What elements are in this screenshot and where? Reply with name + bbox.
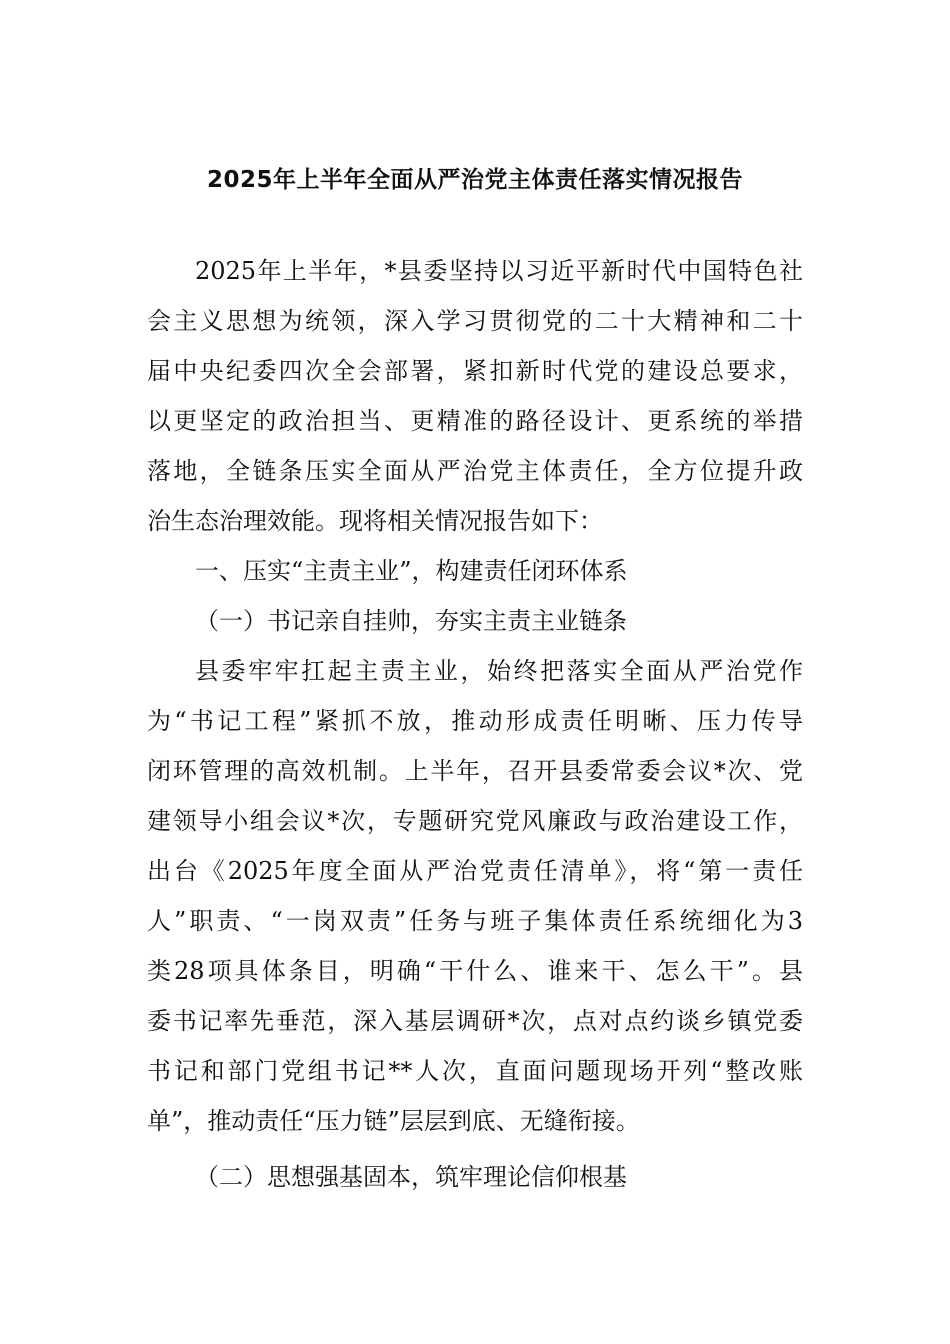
paragraph-line: 以更坚定的政治担当、更精准的路径设计、更系统的举措 [147, 407, 803, 435]
paragraph-line: 2025年上半年，*县委坚持以习近平新时代中国特色社 [195, 257, 803, 285]
paragraph-line: 届中央纪委四次全会部署，紧扣新时代党的建设总要求， [147, 357, 803, 385]
paragraph-line: 会主义思想为统领，深入学习贯彻党的二十大精神和二十 [147, 307, 803, 335]
paragraph-line: 为“书记工程”紧抓不放，推动形成责任明晰、压力传导 [147, 707, 803, 735]
paragraph-line: 单”，推动责任“压力链”层层到底、无缝衔接。 [147, 1107, 640, 1135]
paragraph-line: 委书记率先垂范，深入基层调研*次，点对点约谈乡镇党委 [147, 1007, 803, 1035]
paragraph-line: 类28项具体条目，明确“干什么、谁来干、怎么干”。县 [147, 957, 803, 985]
paragraph-line: 人”职责、“一岗双责”任务与班子集体责任系统细化为3 [147, 907, 803, 935]
subsection-heading: （一）书记亲自挂帅，夯实主责主业链条 [195, 607, 627, 635]
paragraph-line: 闭环管理的高效机制。上半年，召开县委常委会议*次、党 [147, 757, 803, 785]
paragraph-line: 县委牢牢扛起主责主业，始终把落实全面从严治党作 [195, 657, 803, 685]
paragraph-line: 书记和部门党组书记**人次，直面问题现场开列“整改账 [147, 1057, 803, 1085]
paragraph-line: 治生态治理效能。现将相关情况报告如下： [147, 507, 603, 535]
paragraph-line: 落地，全链条压实全面从严治党主体责任，全方位提升政 [147, 457, 803, 485]
paragraph-line: 建领导小组会议*次，专题研究党风廉政与政治建设工作， [147, 807, 803, 835]
section-heading: 一、压实“主责主业”，构建责任闭环体系 [195, 557, 628, 585]
subsection-heading: （二）思想强基固本，筑牢理论信仰根基 [195, 1163, 627, 1191]
paragraph-line: 出台《2025年度全面从严治党责任清单》，将“第一责任 [147, 857, 803, 885]
document-title: 2025年上半年全面从严治党主体责任落实情况报告 [206, 167, 743, 193]
